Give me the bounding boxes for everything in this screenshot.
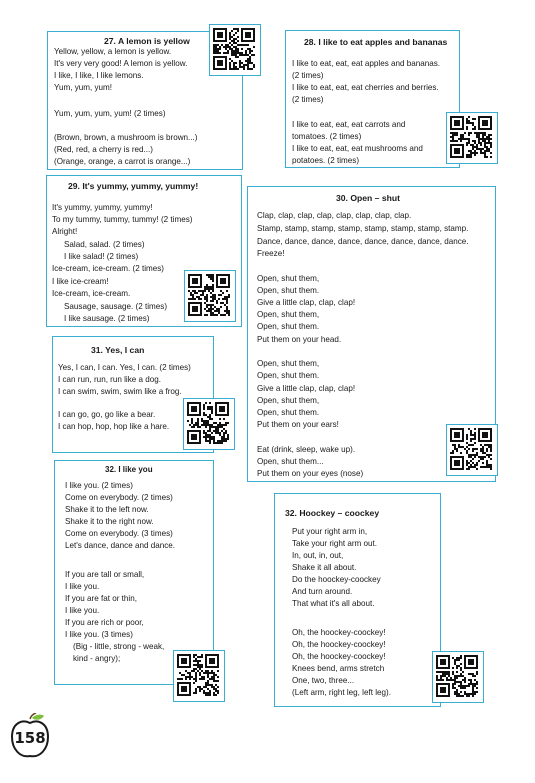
song-line: Knees bend, arms stretch [292, 664, 385, 673]
qr-code-box[interactable] [209, 24, 261, 76]
qr-code-icon [177, 654, 219, 701]
song-line: Yum, yum, yum, yum! (2 times) [54, 109, 166, 118]
qr-code-box[interactable] [173, 650, 225, 702]
qr-code-icon [436, 655, 478, 702]
song-line: Shake it all about. [292, 563, 357, 572]
song-line: Open, shut them. [257, 408, 320, 417]
song-line: Give a little clap, clap, clap! [257, 298, 356, 307]
song-line: I like to eat, eat, eat mushrooms and [292, 144, 423, 153]
song-line: Put them on your eyes (nose) [257, 469, 364, 478]
song-line: kind - angry); [73, 654, 121, 663]
song-line: I can run, run, run like a dog. [58, 375, 162, 384]
qr-code-box[interactable] [183, 398, 235, 450]
song-line: To my tummy, tummy, tummy! (2 times) [52, 215, 193, 224]
song-line: (2 times) [292, 71, 324, 80]
song-line: And turn around. [292, 587, 353, 596]
song-line: Clap, clap, clap, clap, clap, clap, clap, clap. [257, 211, 412, 220]
song-line: Yellow, yellow, a lemon is yellow. [54, 47, 172, 56]
song-line: Shake it to the left now. [65, 505, 149, 514]
song-line: I like salad! (2 times) [64, 252, 139, 261]
song-line: Oh, the hoockey-coockey! [292, 640, 386, 649]
song-line: Freeze! [257, 249, 285, 258]
song-line: I like to eat, eat, eat cherries and berries. [292, 83, 439, 92]
song-line: I like you. [65, 606, 100, 615]
song-line: Open, shut them, [257, 396, 320, 405]
song-line: Come on everybody. (3 times) [65, 529, 173, 538]
song-line: Eat (drink, sleep, wake up). [257, 445, 356, 454]
song-line: Open, shut them. [257, 322, 320, 331]
song-line: Stamp, stamp, stamp, stamp, stamp, stamp, stamp, stamp. [257, 224, 469, 233]
qr-code-box[interactable] [432, 651, 484, 703]
song-line: I like to eat, eat, eat carrots and [292, 120, 406, 129]
song-line: Open, shut them, [257, 310, 320, 319]
song-title: 27. A lemon is yellow [104, 36, 190, 46]
song-line: I can swim, swim, swim like a frog. [58, 387, 182, 396]
song-line: I like ice-cream! [52, 277, 109, 286]
song-title: 31. Yes, I can [91, 345, 145, 355]
song-line: Ice-cream, ice-cream. (2 times) [52, 264, 164, 273]
song-line: Yes, I can, I can. Yes, I can. (2 times) [58, 363, 191, 372]
song-line: Open, shut them, [257, 359, 320, 368]
song-line: One, two, three... [292, 676, 355, 685]
song-line: If you are tall or small, [65, 570, 145, 579]
song-line: potatoes. (2 times) [292, 156, 360, 165]
song-line: If you are rich or poor, [65, 618, 144, 627]
song-line: It's yummy, yummy, yummy! [52, 203, 153, 212]
song-line: (Left arm, right leg, left leg). [292, 688, 391, 697]
song-line: Put your right arm in, [292, 527, 368, 536]
song-line: (Red, red, a cherry is red...) [54, 145, 153, 154]
song-line: Open, shut them, [257, 274, 320, 283]
song-line: Open, shut them. [257, 286, 320, 295]
song-line: (Brown, brown, a mushroom is brown...) [54, 133, 198, 142]
song-line: I like you. [65, 582, 100, 591]
song-line: I can go, go, go like a bear. [58, 410, 156, 419]
song-line: I like you. (2 times) [65, 481, 133, 490]
song-line: Come on everybody. (2 times) [65, 493, 173, 502]
song-line: Oh, the hoockey-coockey! [292, 628, 386, 637]
song-line: tomatoes. (2 times) [292, 132, 362, 141]
song-title: 29. It's yummy, yummy, yummy! [68, 181, 199, 191]
song-line: Salad, salad. (2 times) [64, 240, 145, 249]
song-line: I like you. (3 times) [65, 630, 133, 639]
song-line: Sausage, sausage. (2 times) [64, 302, 168, 311]
song-line: I can hop, hop, hop like a hare. [58, 422, 170, 431]
song-line: I like to eat, eat, eat apples and bananas. [292, 59, 441, 68]
qr-code-box[interactable] [184, 270, 236, 322]
song-line: (Orange, orange, a carrot is orange...) [54, 157, 191, 166]
qr-code-icon [187, 402, 229, 449]
page-number-badge [10, 713, 50, 759]
song-card-28 [285, 30, 460, 168]
song-line: Yum, yum, yum! [54, 83, 113, 92]
song-line: Ice-cream, ice-cream. [52, 289, 131, 298]
song-title: 30. Open – shut [336, 193, 400, 203]
qr-code-icon [450, 116, 492, 163]
song-line: Oh, the hoockey-coockey! [292, 652, 386, 661]
song-line: It's very very good! A lemon is yellow. [54, 59, 188, 68]
song-card-32-hoockey-coockey [274, 493, 441, 707]
song-line: Alright! [52, 227, 78, 236]
qr-code-icon [450, 428, 492, 475]
qr-code-box[interactable] [446, 424, 498, 476]
song-line: Put them on your head. [257, 335, 342, 344]
song-line: Open, shut them... [257, 457, 324, 466]
song-line: Put them on your ears! [257, 420, 339, 429]
qr-code-icon [188, 274, 230, 321]
song-line: Give a little clap, clap, clap! [257, 384, 356, 393]
song-line: Shake it to the right now. [65, 517, 154, 526]
qr-code-icon [213, 28, 255, 75]
song-line: In, out, in, out, [292, 551, 344, 560]
song-title: 32. I like you [105, 465, 153, 474]
song-line: (Big - little, strong - weak, [73, 642, 165, 651]
song-line: I like, I like, I like lemons. [54, 71, 144, 80]
song-title: 32. Hoockey – coockey [285, 508, 380, 518]
song-line: If you are fat or thin, [65, 594, 137, 603]
song-line: Take your right arm out. [292, 539, 378, 548]
qr-code-box[interactable] [446, 112, 498, 164]
page-number: 158 [14, 729, 46, 747]
song-line: That what it's all about. [292, 599, 375, 608]
song-title: 28. I like to eat apples and bananas [304, 37, 448, 47]
song-line: I like sausage. (2 times) [64, 314, 150, 323]
song-line: Dance, dance, dance, dance, dance, dance, dance, dance. [257, 237, 469, 246]
song-line: Open, shut them. [257, 371, 320, 380]
song-line: (2 times) [292, 95, 324, 104]
song-line: Do the hoockey-coockey [292, 575, 381, 584]
song-line: Let's dance, dance and dance. [65, 541, 175, 550]
